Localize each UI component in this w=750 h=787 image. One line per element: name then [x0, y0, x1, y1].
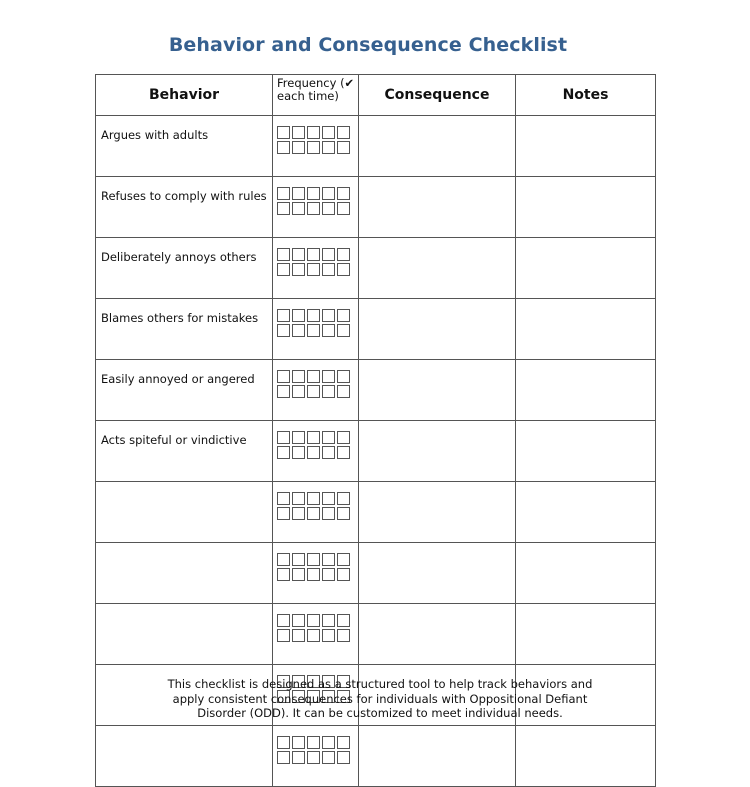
frequency-checkbox[interactable] — [337, 507, 350, 520]
frequency-checkbox[interactable] — [322, 431, 335, 444]
frequency-checkbox[interactable] — [322, 309, 335, 322]
frequency-checkbox[interactable] — [307, 553, 320, 566]
frequency-checkbox[interactable] — [307, 141, 320, 154]
table-row — [96, 421, 656, 482]
frequency-checkbox[interactable] — [277, 446, 290, 459]
frequency-cell — [273, 299, 359, 360]
consequence-cell[interactable] — [359, 482, 516, 543]
consequence-cell[interactable] — [359, 604, 516, 665]
table-row — [96, 482, 656, 543]
frequency-checkbox-grid — [277, 614, 358, 642]
frequency-checkbox-grid — [277, 431, 358, 459]
frequency-checkbox[interactable] — [292, 614, 305, 627]
frequency-checkbox[interactable] — [292, 141, 305, 154]
notes-cell[interactable] — [516, 482, 656, 543]
frequency-checkbox[interactable] — [277, 431, 290, 444]
frequency-checkbox[interactable] — [322, 385, 335, 398]
frequency-checkbox[interactable] — [307, 568, 320, 581]
frequency-checkbox[interactable] — [337, 309, 350, 322]
frequency-checkbox[interactable] — [292, 629, 305, 642]
frequency-checkbox[interactable] — [322, 629, 335, 642]
frequency-checkbox[interactable] — [322, 263, 335, 276]
frequency-checkbox[interactable] — [277, 751, 290, 764]
frequency-checkbox[interactable] — [322, 446, 335, 459]
frequency-checkbox[interactable] — [277, 187, 290, 200]
frequency-checkbox[interactable] — [292, 431, 305, 444]
frequency-checkbox[interactable] — [277, 629, 290, 642]
frequency-checkbox[interactable] — [307, 248, 320, 261]
frequency-checkbox[interactable] — [322, 492, 335, 505]
consequence-cell[interactable] — [359, 543, 516, 604]
frequency-checkbox[interactable] — [277, 492, 290, 505]
consequence-cell[interactable] — [359, 726, 516, 787]
table-row — [96, 238, 656, 299]
frequency-checkbox[interactable] — [277, 736, 290, 749]
table-row — [96, 604, 656, 665]
frequency-checkbox[interactable] — [337, 248, 350, 261]
frequency-checkbox-grid — [277, 248, 358, 276]
page-title: Behavior and Consequence Checklist — [168, 34, 568, 56]
table-row — [96, 116, 656, 177]
consequence-cell[interactable] — [359, 299, 516, 360]
behavior-cell[interactable] — [96, 543, 273, 604]
frequency-checkbox[interactable] — [292, 736, 305, 749]
frequency-checkbox[interactable] — [292, 553, 305, 566]
frequency-checkbox[interactable] — [277, 309, 290, 322]
frequency-checkbox[interactable] — [292, 751, 305, 764]
frequency-checkbox[interactable] — [337, 629, 350, 642]
frequency-cell — [273, 238, 359, 299]
frequency-checkbox[interactable] — [307, 309, 320, 322]
frequency-cell — [273, 482, 359, 543]
frequency-checkbox[interactable] — [337, 324, 350, 337]
frequency-checkbox[interactable] — [277, 553, 290, 566]
frequency-checkbox[interactable] — [292, 568, 305, 581]
behavior-cell[interactable]: Acts spiteful or vindictive — [96, 421, 273, 482]
behavior-column-header: Behavior — [96, 75, 273, 116]
frequency-checkbox-grid — [277, 126, 358, 154]
frequency-checkbox[interactable] — [337, 614, 350, 627]
table-row — [96, 177, 656, 238]
consequence-cell[interactable] — [359, 421, 516, 482]
frequency-checkbox[interactable] — [277, 202, 290, 215]
frequency-checkbox[interactable] — [292, 370, 305, 383]
frequency-checkbox[interactable] — [337, 492, 350, 505]
consequence-column-header: Consequence — [359, 75, 516, 116]
frequency-checkbox[interactable] — [307, 385, 320, 398]
frequency-checkbox[interactable] — [277, 324, 290, 337]
frequency-checkbox[interactable] — [292, 385, 305, 398]
frequency-checkbox[interactable] — [322, 370, 335, 383]
footer-note: This checklist is designed as a structured tool to help track behaviors and apply consistent consequences for individuals with Oppositional Defiant Disorder (ODD). It can be customized to meet individual needs. — [167, 677, 593, 720]
notes-cell[interactable] — [516, 543, 656, 604]
frequency-checkbox[interactable] — [292, 187, 305, 200]
notes-cell[interactable] — [516, 421, 656, 482]
frequency-checkbox[interactable] — [307, 507, 320, 520]
frequency-checkbox[interactable] — [322, 324, 335, 337]
table-row — [96, 543, 656, 604]
frequency-checkbox-grid — [277, 187, 358, 215]
frequency-checkbox-grid — [277, 309, 358, 337]
frequency-checkbox[interactable] — [292, 126, 305, 139]
frequency-checkbox[interactable] — [292, 263, 305, 276]
notes-cell[interactable] — [516, 116, 656, 177]
frequency-checkbox[interactable] — [307, 370, 320, 383]
frequency-cell — [273, 116, 359, 177]
consequence-cell[interactable] — [359, 116, 516, 177]
frequency-checkbox[interactable] — [337, 446, 350, 459]
frequency-cell — [273, 177, 359, 238]
frequency-checkbox[interactable] — [277, 126, 290, 139]
notes-cell[interactable] — [516, 360, 656, 421]
frequency-checkbox[interactable] — [277, 263, 290, 276]
frequency-checkbox[interactable] — [292, 309, 305, 322]
table-row — [96, 726, 656, 787]
behavior-cell[interactable]: Easily annoyed or angered — [96, 360, 273, 421]
frequency-checkbox[interactable] — [277, 385, 290, 398]
frequency-checkbox[interactable] — [292, 446, 305, 459]
frequency-checkbox[interactable] — [337, 141, 350, 154]
frequency-checkbox[interactable] — [307, 736, 320, 749]
frequency-checkbox[interactable] — [292, 202, 305, 215]
behavior-cell[interactable]: Blames others for mistakes — [96, 299, 273, 360]
frequency-checkbox[interactable] — [277, 370, 290, 383]
notes-column-header: Notes — [516, 75, 656, 116]
frequency-checkbox[interactable] — [322, 248, 335, 261]
frequency-checkbox[interactable] — [337, 431, 350, 444]
frequency-checkbox[interactable] — [307, 431, 320, 444]
frequency-checkbox[interactable] — [277, 568, 290, 581]
notes-cell[interactable] — [516, 177, 656, 238]
frequency-checkbox[interactable] — [277, 507, 290, 520]
frequency-checkbox[interactable] — [307, 126, 320, 139]
table-row — [96, 360, 656, 421]
notes-cell[interactable] — [516, 299, 656, 360]
frequency-checkbox[interactable] — [337, 263, 350, 276]
frequency-checkbox[interactable] — [307, 202, 320, 215]
frequency-checkbox-grid — [277, 492, 358, 520]
frequency-checkbox[interactable] — [337, 126, 350, 139]
frequency-checkbox[interactable] — [322, 553, 335, 566]
frequency-checkbox[interactable] — [322, 141, 335, 154]
frequency-checkbox[interactable] — [337, 370, 350, 383]
frequency-checkbox-grid — [277, 736, 358, 764]
table-header-row — [96, 75, 656, 116]
frequency-checkbox[interactable] — [277, 141, 290, 154]
behavior-cell[interactable] — [96, 726, 273, 787]
consequence-cell[interactable] — [359, 238, 516, 299]
frequency-checkbox[interactable] — [307, 263, 320, 276]
frequency-checkbox[interactable] — [322, 187, 335, 200]
behavior-cell[interactable]: Argues with adults — [96, 116, 273, 177]
frequency-column-header: Frequency (✔ each time) — [273, 75, 359, 116]
frequency-checkbox[interactable] — [292, 248, 305, 261]
behavior-cell[interactable]: Deliberately annoys others — [96, 238, 273, 299]
frequency-checkbox[interactable] — [322, 751, 335, 764]
frequency-checkbox[interactable] — [307, 614, 320, 627]
frequency-checkbox[interactable] — [292, 324, 305, 337]
frequency-cell — [273, 360, 359, 421]
consequence-cell[interactable] — [359, 177, 516, 238]
notes-cell[interactable] — [516, 238, 656, 299]
frequency-checkbox[interactable] — [337, 553, 350, 566]
table-row — [96, 299, 656, 360]
frequency-checkbox[interactable] — [307, 446, 320, 459]
frequency-checkbox[interactable] — [322, 202, 335, 215]
frequency-checkbox[interactable] — [307, 324, 320, 337]
frequency-checkbox[interactable] — [307, 751, 320, 764]
frequency-checkbox[interactable] — [322, 507, 335, 520]
frequency-checkbox[interactable] — [322, 126, 335, 139]
frequency-checkbox[interactable] — [292, 492, 305, 505]
frequency-checkbox[interactable] — [292, 507, 305, 520]
frequency-checkbox[interactable] — [337, 568, 350, 581]
behavior-cell[interactable] — [96, 482, 273, 543]
frequency-checkbox[interactable] — [337, 385, 350, 398]
frequency-checkbox[interactable] — [307, 629, 320, 642]
frequency-checkbox[interactable] — [322, 568, 335, 581]
frequency-checkbox[interactable] — [322, 736, 335, 749]
frequency-checkbox[interactable] — [337, 736, 350, 749]
frequency-cell — [273, 543, 359, 604]
frequency-checkbox[interactable] — [277, 614, 290, 627]
notes-cell[interactable] — [516, 726, 656, 787]
frequency-checkbox[interactable] — [307, 187, 320, 200]
behavior-cell[interactable]: Refuses to comply with rules — [96, 177, 273, 238]
frequency-cell — [273, 726, 359, 787]
behavior-cell[interactable] — [96, 604, 273, 665]
notes-cell[interactable] — [516, 604, 656, 665]
frequency-checkbox[interactable] — [337, 187, 350, 200]
frequency-checkbox[interactable] — [322, 614, 335, 627]
consequence-cell[interactable] — [359, 360, 516, 421]
frequency-checkbox[interactable] — [307, 492, 320, 505]
frequency-checkbox[interactable] — [337, 751, 350, 764]
frequency-cell — [273, 421, 359, 482]
frequency-cell — [273, 604, 359, 665]
frequency-checkbox-grid — [277, 370, 358, 398]
frequency-checkbox[interactable] — [337, 202, 350, 215]
frequency-checkbox[interactable] — [277, 248, 290, 261]
frequency-checkbox-grid — [277, 553, 358, 581]
